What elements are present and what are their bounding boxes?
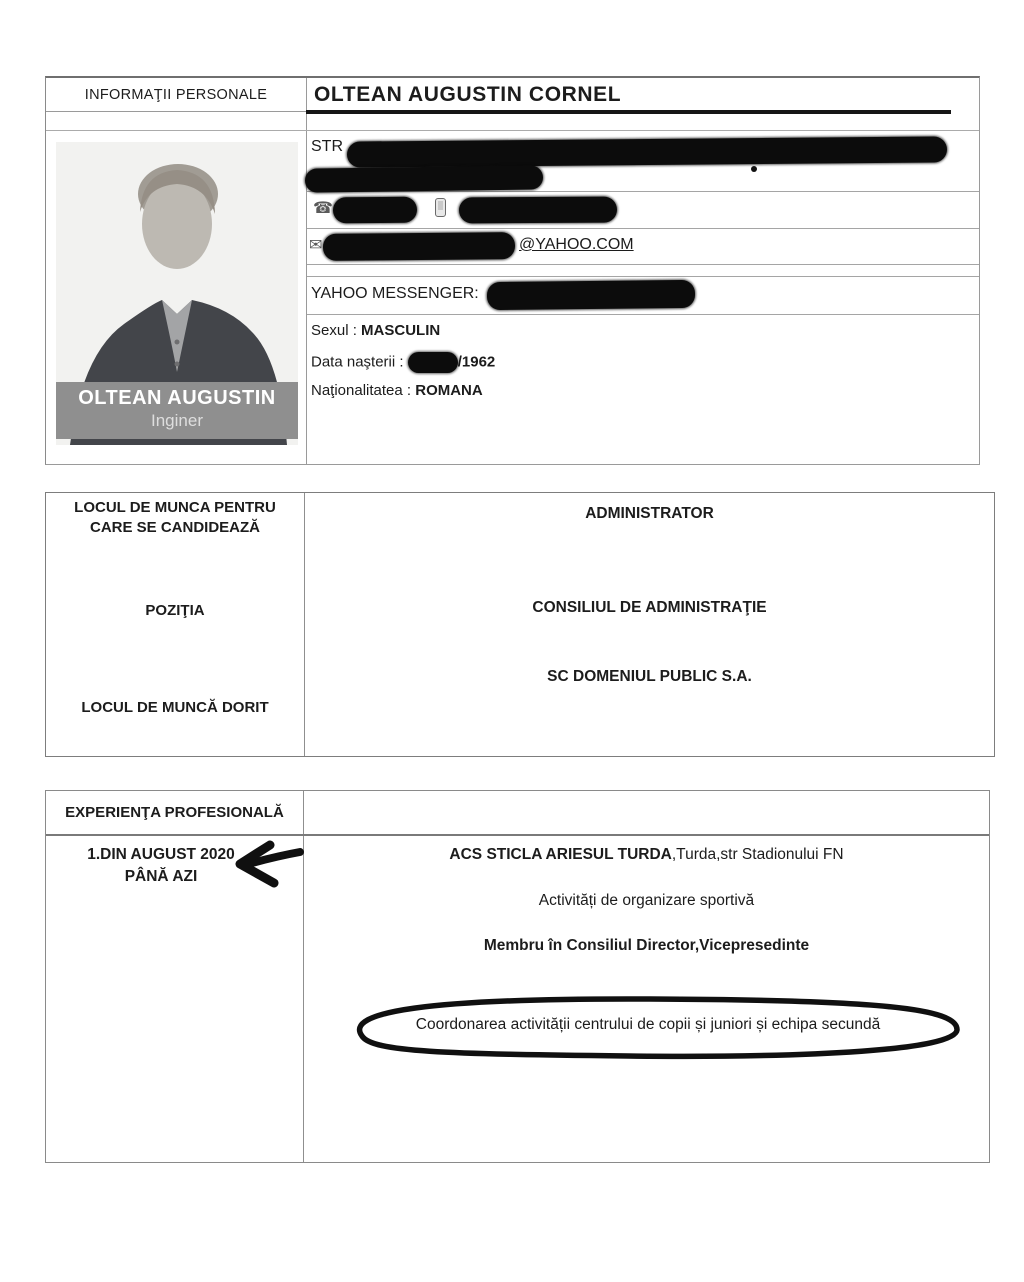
job-application-table [45,492,995,757]
photo-caption-title: Inginer [151,411,203,430]
employer-line [304,846,989,864]
phone-icon: ☎ [313,200,333,217]
period-line-2: PÂNĂ AZI [124,868,198,885]
sex-label: Sexul : [311,322,362,339]
phone-row [307,192,979,229]
value-board: CONSILIUL DE ADMINISTRAŢIE [532,599,767,616]
section-title-personal-info: INFORMAŢII PERSONALE [46,78,306,112]
birthdate-row [307,345,979,375]
redaction-mark [323,232,515,261]
redaction-mark [487,280,695,310]
job-values-column [305,493,994,756]
photo-caption-banner [56,382,298,439]
employer-address: ,Turda,str Stadionului FN [671,846,844,863]
nationality-value: ROMANA [415,382,483,399]
street-label: STR [311,138,343,155]
activity-line: Activități de organizare sportivă [538,892,755,909]
personal-info-header-row [46,78,979,112]
portrait-photo [56,142,298,445]
circled-annotation [328,992,968,1062]
envelope-icon: ✉ [309,237,323,254]
redaction-mark [305,165,543,192]
label-job-applied: LOCUL DE MUNCA PENTRU CARE SE CANDIDEAZĂ [74,499,276,536]
birthdate-label: Data naşterii : [311,353,408,371]
label-desired-job: LOCUL DE MUNCĂ DORIT [81,699,269,716]
sex-value: MASCULIN [361,322,441,339]
stray-ink-dot [751,166,757,172]
mobile-phone-icon [435,198,446,217]
section-title-experience [46,791,303,834]
full-name-heading [306,78,979,112]
circled-note-text: Coordonarea activității centrului de copii și juniori și echipa secundă [415,1016,881,1033]
redaction-mark [333,197,417,224]
value-company: SC DOMENIUL PUBLIC S.A. [547,668,752,685]
sex-row [307,315,979,345]
role-line: Membru în Consiliul Director,Vicepresedinte [483,937,810,954]
redaction-mark [408,352,458,373]
employer-name: ACS STICLA ARIESUL TURDA [449,846,672,863]
period-line-1: 1.DIN AUGUST 2020 [87,846,235,863]
photo-caption-name: OLTEAN AUGUSTIN [78,387,276,409]
messenger-label: YAHOO MESSENGER: [311,285,479,302]
nationality-label: Naţionalitatea : [311,382,416,399]
messenger-row [307,277,979,315]
redaction-mark [459,197,617,224]
contact-details [307,132,979,464]
experience-title-text: EXPERIENŢA PROFESIONALĂ [65,804,284,821]
email-domain-text: @YAHOO.COM [519,236,634,253]
personal-info-table [45,76,980,465]
hand-drawn-arrow-icon [218,839,304,891]
address-row [307,132,979,192]
full-name-text: OLTEAN AUGUSTIN CORNEL [314,83,622,106]
experience-details-column [304,834,989,1162]
value-administrator: ADMINISTRATOR [585,505,714,522]
label-position: POZIŢIA [145,602,205,619]
job-labels-column [46,493,304,756]
experience-table [45,790,990,1163]
empty-spacer-row [46,114,979,131]
nationality-row [307,375,979,405]
empty-spacer-row [307,265,979,277]
birth-year-value: /1962 [457,353,496,371]
email-row [307,229,979,265]
redaction-mark [347,136,947,167]
